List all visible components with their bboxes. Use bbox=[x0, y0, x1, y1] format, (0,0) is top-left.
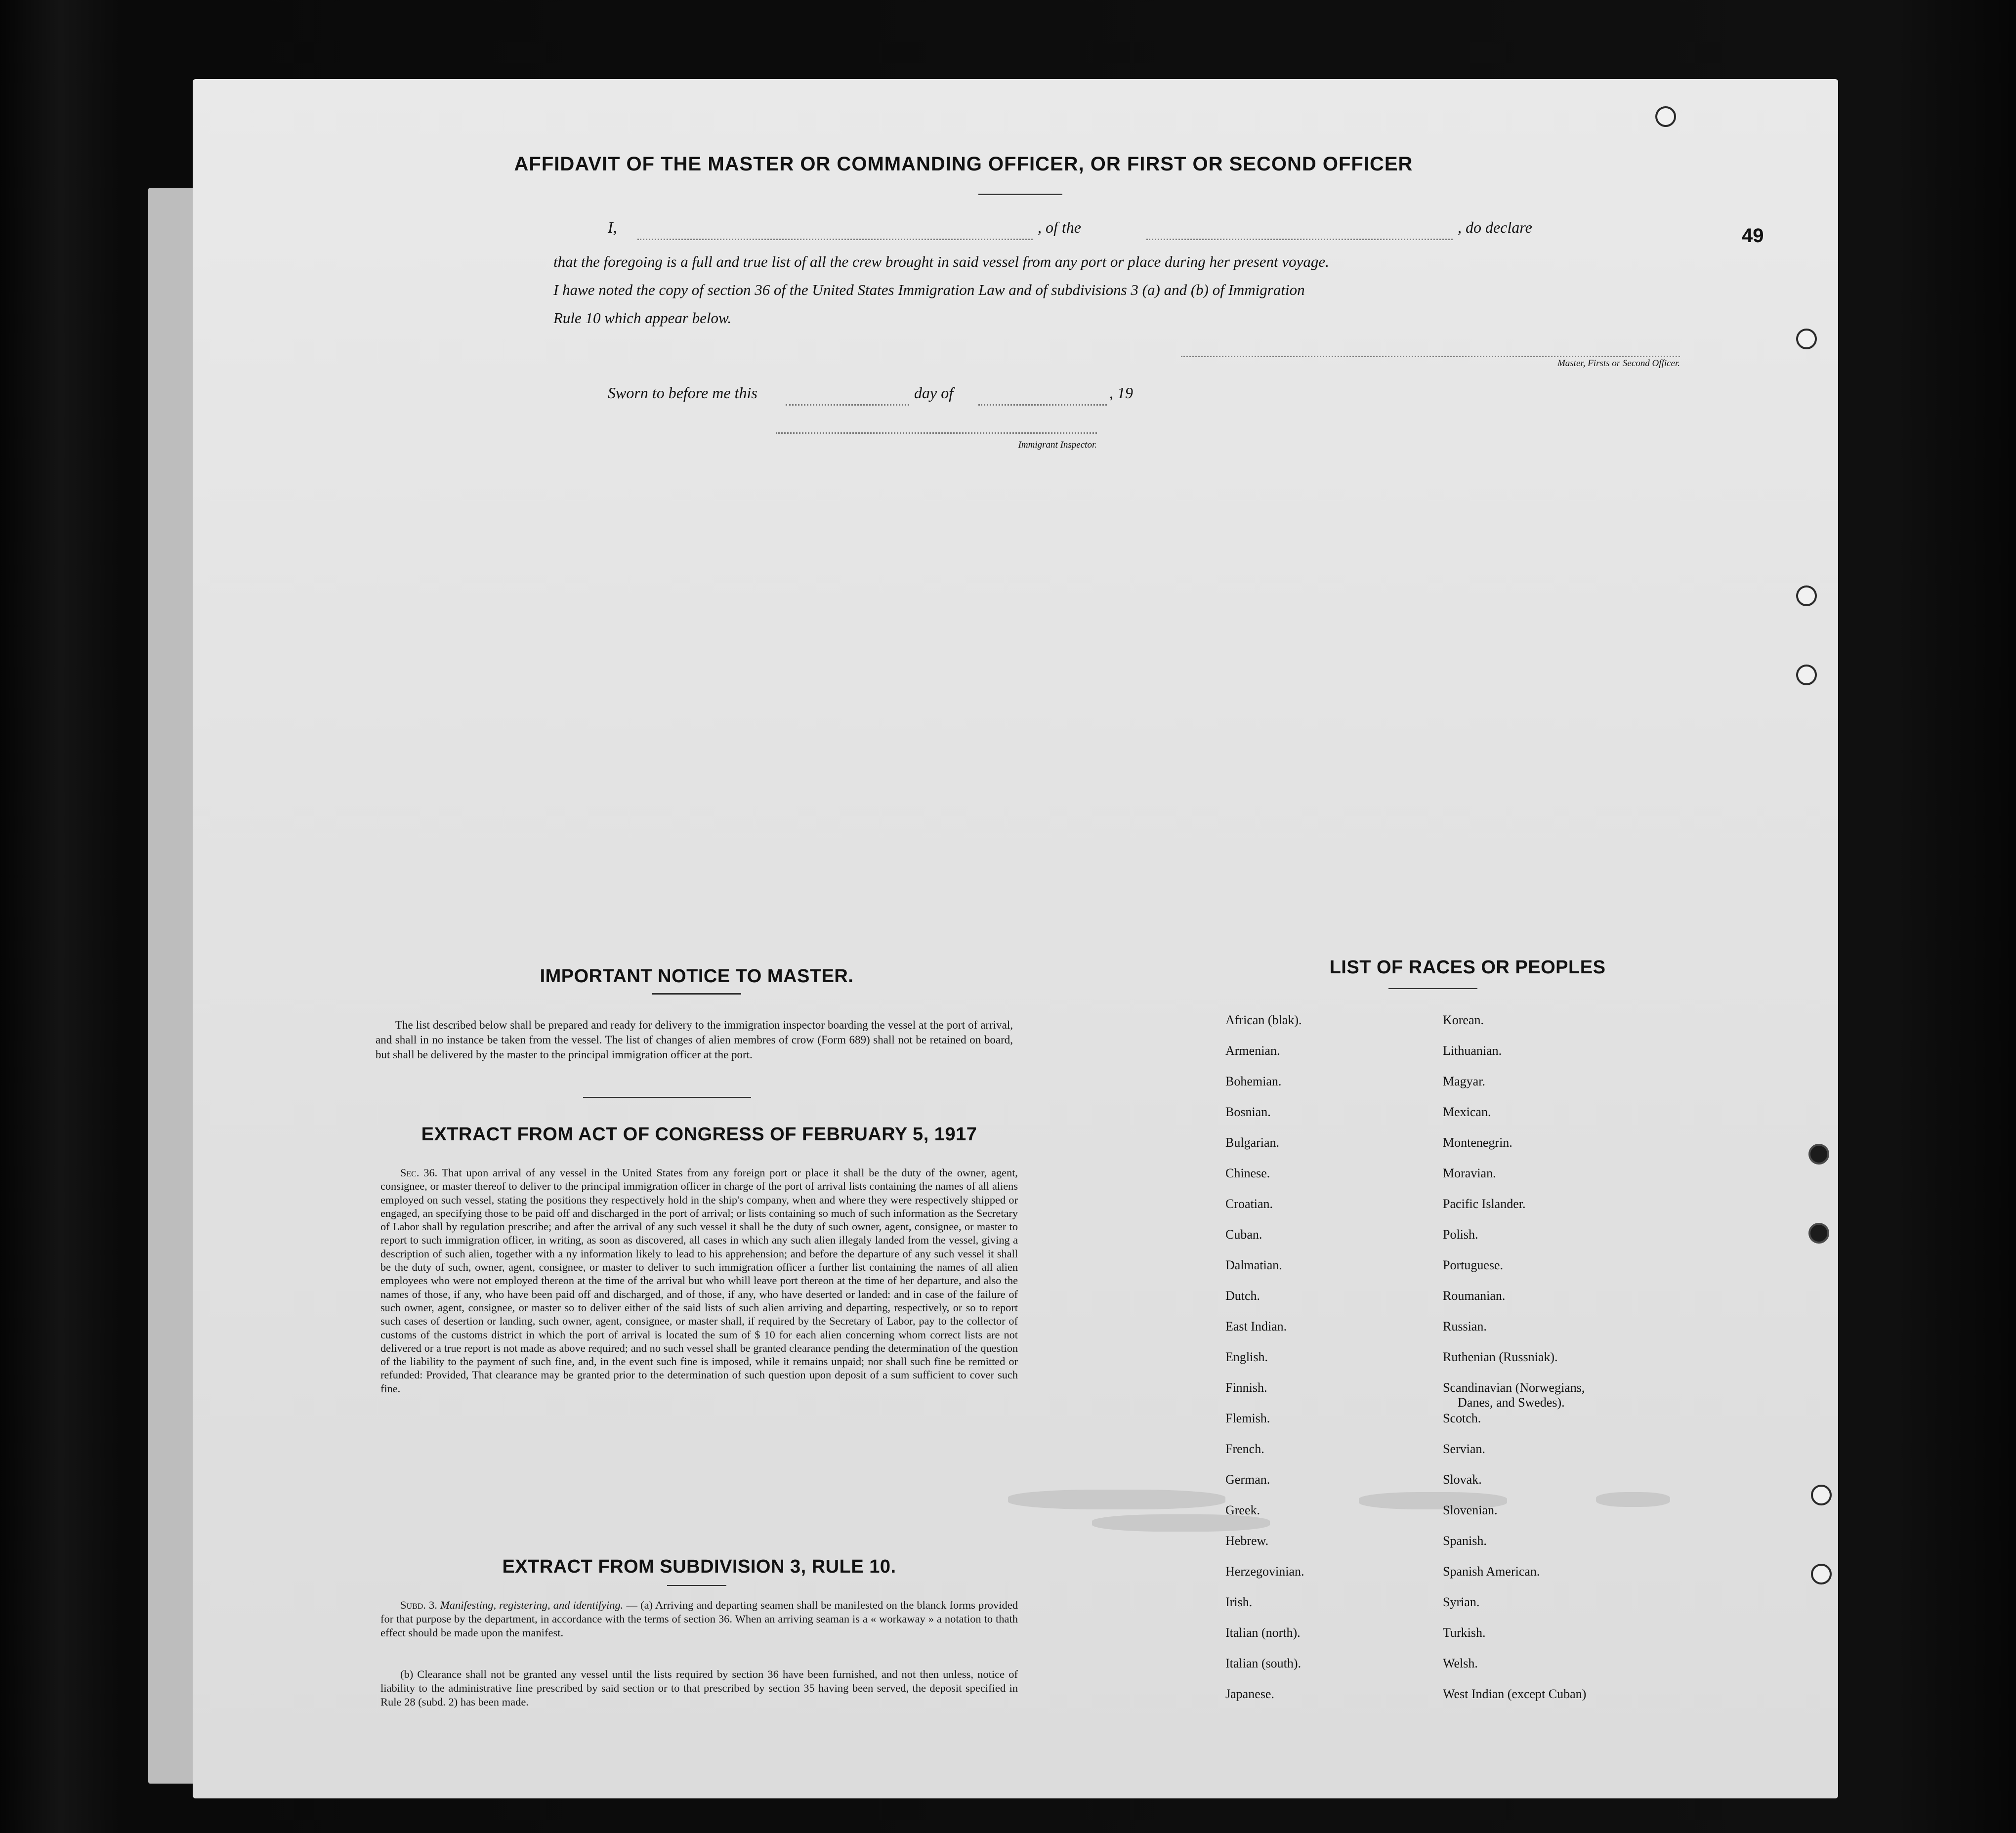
affidavit-do-declare: , do declare bbox=[1458, 218, 1532, 236]
affidavit-title: AFFIDAVIT OF THE MASTER OR COMMANDING OFFICER, OR FIRST OR SECOND OFFICER bbox=[514, 153, 1413, 175]
race-item: Dutch. bbox=[1225, 1289, 1260, 1303]
race-item: English. bbox=[1225, 1350, 1268, 1364]
race-item: Slovak. bbox=[1443, 1472, 1482, 1487]
race-item: Croatian. bbox=[1225, 1197, 1273, 1211]
race-item: Armenian. bbox=[1225, 1043, 1280, 1058]
stamp-residue bbox=[1596, 1492, 1670, 1507]
race-item: Herzegovinian. bbox=[1225, 1564, 1304, 1579]
race-item: Spanish American. bbox=[1443, 1564, 1540, 1579]
affidavit-line-4: Rule 10 which appear below. bbox=[553, 309, 732, 327]
race-item: Italian (south). bbox=[1225, 1656, 1302, 1670]
race-item: Dalmatian. bbox=[1225, 1258, 1282, 1272]
race-item: French. bbox=[1225, 1442, 1264, 1456]
notice-body: The list described below shall be prepared and ready for delivery to the immigration inspector boarding the vessel at the port of arrival, and shall in no instance be taken from the vessel. The list of changes of alien membres of crow (Form 689) shall not be retained on board, but shall be delivered by the master to the principal immigration officer at the port. bbox=[376, 1019, 1013, 1061]
race-item: Lithuanian. bbox=[1443, 1043, 1502, 1058]
rule-ornament bbox=[667, 1585, 726, 1586]
inspector-signature-blank bbox=[776, 432, 1097, 434]
notice-ornament bbox=[623, 993, 771, 995]
race-item: Finnish. bbox=[1225, 1380, 1267, 1395]
race-item: Servian. bbox=[1443, 1442, 1485, 1456]
race-item: East Indian. bbox=[1225, 1319, 1287, 1333]
race-item: Danes, and Swedes). bbox=[1458, 1395, 1565, 1410]
act-body bbox=[380, 1166, 1018, 1395]
binder-hole-icon bbox=[1808, 1223, 1829, 1244]
affidavit-i: I, bbox=[608, 218, 617, 236]
rule-para-a-text: — (a) Arriving and departing seamen shall be manifested on the blanck forms provided for that purpose by the department, in accordance with the terms of section 36. When an arriving seaman is a « workaway » a notation to thath effect should be made upon the manifest. bbox=[380, 1599, 1018, 1639]
race-item: Scotch. bbox=[1443, 1411, 1481, 1425]
race-item: Bulgarian. bbox=[1225, 1135, 1280, 1150]
sheet-number: 49 bbox=[1742, 225, 1764, 247]
race-item: Bosnian. bbox=[1225, 1105, 1271, 1119]
binder-hole-icon bbox=[1796, 329, 1817, 349]
race-item: Roumanian. bbox=[1443, 1289, 1506, 1303]
affidavit-line-3: I hawe noted the copy of section 36 of the United States Immigration Law and of subdivisions 3 (a) and (b) of Immigration bbox=[553, 281, 1305, 298]
race-item: West Indian (except Cuban) bbox=[1443, 1687, 1587, 1701]
stamp-residue bbox=[1008, 1490, 1225, 1509]
affidavit-line-1 bbox=[608, 210, 1680, 245]
sworn-day-of: day of bbox=[914, 384, 954, 402]
races-title-rule bbox=[1388, 988, 1477, 989]
race-item: Irish. bbox=[1225, 1595, 1253, 1609]
race-item: Russian. bbox=[1443, 1319, 1487, 1333]
race-item: German. bbox=[1225, 1472, 1270, 1487]
rule-para-b: (b) Clearance shall not be granted any vessel until the lists required by section 36 have been furnished, and not then unless, notice of liability to the administrative fine prescribed by said section or to that prescribed by section 35 having been served, the deposit specified in Rule 28 (subd. 2) has been made. bbox=[380, 1668, 1018, 1708]
race-item: Montenegrin. bbox=[1443, 1135, 1512, 1150]
race-item: Turkish. bbox=[1443, 1625, 1486, 1640]
sworn-year: , 19 bbox=[1109, 384, 1133, 402]
race-item: Italian (north). bbox=[1225, 1625, 1301, 1640]
race-item: Portuguese. bbox=[1443, 1258, 1504, 1272]
race-item: Ruthenian (Russniak). bbox=[1443, 1350, 1558, 1364]
binder-hole-icon bbox=[1655, 106, 1676, 127]
race-item: Syrian. bbox=[1443, 1595, 1480, 1609]
act-section-label: Sec. 36. bbox=[400, 1166, 438, 1179]
races-title: LIST OF RACES OR PEOPLES bbox=[1329, 957, 1606, 978]
form-page bbox=[193, 79, 1838, 1798]
act-section-text: That upon arrival of any vessel in the United States from any foreign port or place it shall be the duty of the owner, agent, consignee, or master thereof to deliver to the principal immigration officer in charge of the port of arrival lists containing the names of all aliens employed on such vessel, stating the positions they respectively hold in the ship's company, when and where they were respectively shipped or engaged, an specifying those to be paid off and discharged in the port of arrival; or lists containing so much of such information as the Secretary of Labor shall by regulation prescribe; and after the arrival of any such vessel it shall be the duty of such owner, agent, consignee, or master to report to such immigration officer, in writing, as soon as discovered, all cases in which any such alien illegaly landed from the vessel, giving a description of such alien, together with a ny information likely to lead to his apprehension; and before the departure of any such vessel it shall be the duty of such, owner, agent, consignee, or master to deliver to such immigration officer a further list containing the names of all alien employees who were not employed thereon at the time of the arrival but who whill leave port thereon at the time of her departure, and also the names of those, if any, who have been paid off and discharged, and of those, if any, who have deserted or landed: and in case of the failure of such owner, agent, consignee, or master so to deliver either of the said lists of such alien arriving and departing, respectively, or so to report such cases of desertion or landing, such owner, agent, consignee, or master shall, if required by the Secretary of Labor, pay to the collector of customs of the customs district in which the port of arrival is located the sum of $ 10 for each alien concerning whom correct lists are not delivered or a true report is not made as above required; and no such vessel shall be granted clearance pending the determination of the question of the liability to the payment of such fine, and, in the event such fine is imposed, while it remains unpaid; nor shall such fine be remitted or refunded: Provided, That clearance may be granted prior to the determination of such question upon deposit of a sum sufficient to cover such fine. bbox=[380, 1166, 1018, 1395]
race-item: Chinese. bbox=[1225, 1166, 1270, 1180]
notice-divider bbox=[583, 1097, 751, 1098]
inspector-caption: Immigrant Inspector. bbox=[1018, 440, 1097, 450]
race-item: Mexican. bbox=[1443, 1105, 1491, 1119]
master-name-blank bbox=[637, 239, 1033, 240]
master-signature-blank bbox=[1181, 356, 1680, 357]
binder-hole-icon bbox=[1796, 665, 1817, 685]
race-item: Hebrew. bbox=[1225, 1534, 1269, 1548]
rule-subd-heading: Manifesting, registering, and identifying. bbox=[440, 1599, 624, 1611]
binder-hole-icon bbox=[1808, 1144, 1829, 1165]
race-item: Welsh. bbox=[1443, 1656, 1478, 1670]
vessel-name-blank bbox=[1146, 239, 1453, 240]
binder-hole-icon bbox=[1811, 1485, 1832, 1505]
race-item: Scandinavian (Norwegians, bbox=[1443, 1380, 1585, 1395]
race-item: Pacific Islander. bbox=[1443, 1197, 1526, 1211]
sworn-month-blank bbox=[978, 404, 1107, 406]
race-item: Spanish. bbox=[1443, 1534, 1487, 1548]
race-item: Bohemian. bbox=[1225, 1074, 1282, 1088]
sworn-day-blank bbox=[786, 404, 909, 406]
race-item: Cuban. bbox=[1225, 1227, 1262, 1242]
rule-subd-label: Subd. 3. bbox=[400, 1599, 437, 1611]
race-item: Greek. bbox=[1225, 1503, 1260, 1517]
race-item: Korean. bbox=[1443, 1013, 1484, 1027]
race-item: Japanese. bbox=[1225, 1687, 1274, 1701]
race-item: Slovenian. bbox=[1443, 1503, 1498, 1517]
rule-para-a bbox=[380, 1598, 1018, 1640]
race-item: Moravian. bbox=[1443, 1166, 1496, 1180]
binder-hole-icon bbox=[1796, 585, 1817, 606]
master-caption: Master, Firsts or Second Officer. bbox=[1557, 358, 1680, 369]
race-item: Magyar. bbox=[1443, 1074, 1485, 1088]
race-item: Flemish. bbox=[1225, 1411, 1270, 1425]
sworn-line bbox=[608, 375, 1349, 410]
affidavit-of-the: , of the bbox=[1038, 218, 1081, 236]
binder-hole-icon bbox=[1811, 1564, 1832, 1584]
rule-title: EXTRACT FROM SUBDIVISION 3, RULE 10. bbox=[502, 1556, 896, 1577]
affidavit-line-2: that the foregoing is a full and true list of all the crew brought in said vessel from any port or place during her present voyage. bbox=[553, 253, 1329, 270]
title-rule bbox=[978, 194, 1062, 195]
act-title: EXTRACT FROM ACT OF CONGRESS OF FEBRUARY 5, 1917 bbox=[421, 1124, 977, 1145]
race-item: Polish. bbox=[1443, 1227, 1478, 1242]
race-item: African (blak). bbox=[1225, 1013, 1302, 1027]
sworn-start: Sworn to before me this bbox=[608, 384, 757, 402]
notice-title: IMPORTANT NOTICE TO MASTER. bbox=[540, 966, 854, 987]
